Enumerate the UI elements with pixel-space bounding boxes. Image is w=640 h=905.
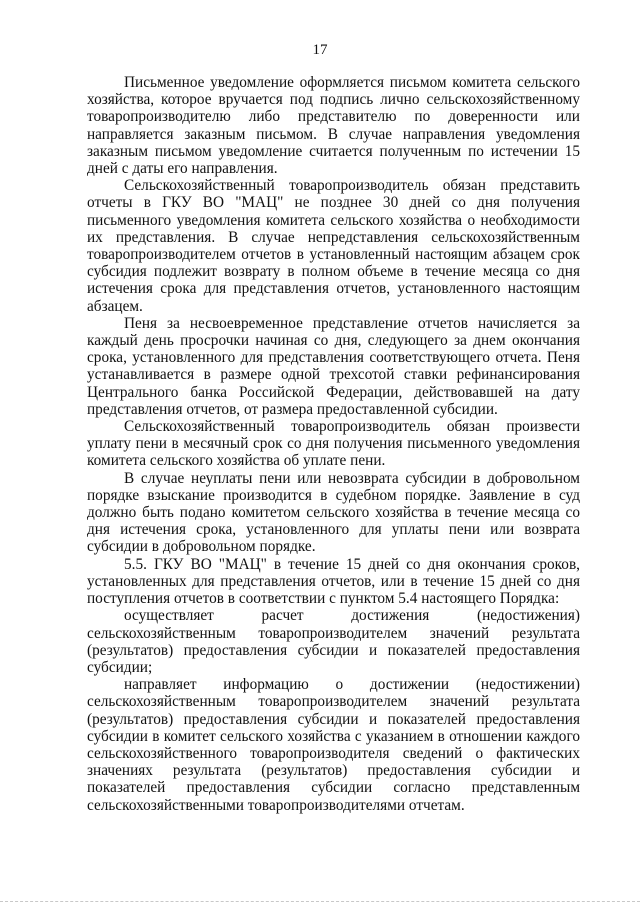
paragraph-information-transfer: направляет информацию о достижении (недостижении) сельскохозяйственным товаропроизводителем значений результата (результатов) предоставления субсидии и показателей предоставления субсидии в комитет сельского хозяйства с указанием в отношении каждого сельскохозяйственного товаропроизводителя сведений о фактических значениях результата (результатов) предоставления субсидии и показателей предоставления субсидии согласно представленным сельскохозяйственными товаропроизводителями отчетам.	[87, 676, 580, 814]
paragraph-penalty-payment: Сельскохозяйственный товаропроизводитель обязан произвести уплату пени в месячный срок со дня получения письменного уведомления комитета сельского хозяйства об уплате пени.	[87, 418, 580, 470]
paragraph-penalty: Пеня за несвоевременное представление отчетов начисляется за каждый день просрочки начиная со дня, следующего за днем окончания срока, установленного для представления соответствующего отчета. Пеня устанавливается в размере одной трехсотой ставки рефинансирования Центрального банка Российской Федерации, действовавшей на дату представления отчетов, от размера предоставленной субсидии.	[87, 314, 580, 418]
paragraph-court-recovery: В случае неуплаты пени или невозврата субсидии в добровольном порядке взыскание производится в судебном порядке. Заявление в суд должно быть подано комитетом сельского хозяйства в течение месяца со дня истечения срока, установленного для уплаты пени или возврата субсидии в добровольном порядке.	[87, 469, 580, 556]
paragraph-calculation: осуществляет расчет достижения (недостижения) сельскохозяйственным товаропроизводителем значений результата (результатов) предоставления субсидии и показателей предоставления субсидии;	[87, 607, 580, 676]
paragraph-reports-deadline: Сельскохозяйственный товаропроизводитель обязан представить отчеты в ГКУ ВО "МАЦ" не позднее 30 дней со дня получения письменного уведомления комитета сельского хозяйства о необходимости их представления. В случае непредставления сельскохозяйственным товаропроизводителем отчетов в установленный настоящим абзацем срок субсидия подлежит возврату в полном объеме в течение месяца со дня истечения срока для представления отчетов, установленного настоящим абзацем.	[87, 177, 580, 315]
page-number: 17	[312, 42, 328, 58]
document-body	[87, 74, 580, 814]
paragraph-section-5-5: 5.5. ГКУ ВО "МАЦ" в течение 15 дней со дня окончания сроков, установленных для представления отчетов, или в течение 15 дней со дня поступления отчетов в соответствии с пунктом 5.4 настоящего Порядка:	[87, 555, 580, 608]
paragraph-notification: Письменное уведомление оформляется письмом комитета сельского хозяйства, которое вручается под подпись лично сельскохозяйственному товаропроизводителю либо представителю по доверенности или направляется заказным письмом. В случае направления уведомления заказным письмом уведомление считается полученным по истечении 15 дней с даты его направления.	[87, 74, 580, 178]
scan-bottom-edge	[0, 901, 640, 903]
